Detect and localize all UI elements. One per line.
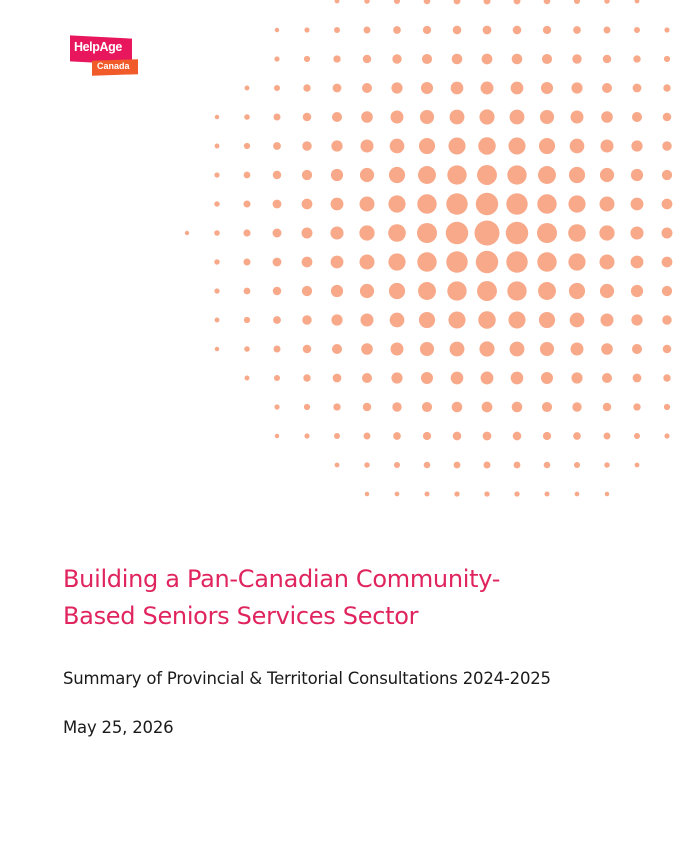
pattern-dot bbox=[273, 258, 282, 267]
pattern-dot bbox=[214, 230, 220, 236]
pattern-dot bbox=[243, 200, 250, 207]
pattern-dot bbox=[448, 311, 465, 328]
pattern-dot bbox=[361, 343, 373, 355]
pattern-dot bbox=[244, 143, 250, 149]
pattern-dot bbox=[510, 342, 525, 357]
pattern-dot bbox=[543, 26, 551, 34]
pattern-dot bbox=[479, 109, 494, 124]
pattern-dot bbox=[273, 142, 281, 150]
pattern-dot bbox=[513, 432, 522, 441]
pattern-dot bbox=[662, 315, 672, 325]
pattern-dot bbox=[450, 342, 465, 357]
pattern-dot bbox=[360, 168, 374, 182]
pattern-dot bbox=[303, 345, 312, 354]
pattern-dot bbox=[215, 144, 220, 149]
pattern-dot bbox=[302, 199, 313, 210]
pattern-dot bbox=[273, 287, 281, 295]
pattern-dot bbox=[214, 288, 219, 293]
pattern-dot bbox=[601, 343, 613, 355]
pattern-dot bbox=[510, 110, 525, 125]
pattern-dot bbox=[331, 256, 344, 269]
pattern-dot bbox=[274, 85, 280, 91]
pattern-dot bbox=[539, 312, 555, 328]
pattern-dot bbox=[541, 372, 553, 384]
pattern-dot bbox=[662, 257, 673, 268]
pattern-dot bbox=[394, 462, 400, 468]
pattern-dot bbox=[448, 137, 465, 154]
pattern-dot bbox=[360, 284, 374, 298]
title-line-1: Building a Pan-Canadian Community- bbox=[63, 565, 501, 593]
pattern-dot bbox=[537, 194, 556, 213]
pattern-dot bbox=[302, 170, 312, 180]
pattern-dot bbox=[446, 222, 468, 244]
pattern-dot bbox=[362, 83, 372, 93]
pattern-dot bbox=[604, 462, 609, 467]
pattern-dot bbox=[540, 110, 554, 124]
pattern-dot bbox=[631, 169, 643, 181]
pattern-dot bbox=[330, 226, 343, 239]
pattern-dot bbox=[334, 433, 340, 439]
logo-bottom-block bbox=[92, 59, 138, 76]
pattern-dot bbox=[361, 140, 374, 153]
title-line-2: Based Seniors Services Sector bbox=[63, 602, 419, 630]
pattern-dot bbox=[244, 288, 251, 295]
pattern-dot bbox=[389, 167, 405, 183]
pattern-dot bbox=[390, 139, 405, 154]
pattern-dot bbox=[601, 314, 614, 327]
pattern-dot bbox=[389, 283, 405, 299]
pattern-dot bbox=[214, 259, 219, 264]
pattern-dot bbox=[663, 345, 672, 354]
pattern-dot bbox=[604, 433, 611, 440]
pattern-dot bbox=[332, 344, 342, 354]
pattern-dot bbox=[244, 114, 250, 120]
pattern-dot bbox=[391, 82, 402, 93]
pattern-dot bbox=[333, 84, 342, 93]
pattern-dot bbox=[331, 314, 342, 325]
logo-text-helpage: HelpAge bbox=[74, 39, 122, 54]
pattern-dot bbox=[484, 0, 491, 4]
pattern-dot bbox=[538, 166, 556, 184]
pattern-dot bbox=[508, 311, 525, 328]
pattern-dot bbox=[568, 224, 586, 242]
pattern-dot bbox=[544, 0, 551, 4]
pattern-dot bbox=[245, 376, 250, 381]
pattern-dot bbox=[512, 402, 523, 413]
pattern-dot bbox=[574, 0, 580, 4]
pattern-dot bbox=[600, 168, 614, 182]
pattern-dot bbox=[420, 110, 434, 124]
pattern-dot bbox=[215, 318, 220, 323]
pattern-dot bbox=[662, 228, 673, 239]
pattern-dot bbox=[362, 373, 372, 383]
pattern-dot bbox=[331, 285, 343, 297]
pattern-dot bbox=[273, 316, 281, 324]
pattern-dot bbox=[419, 138, 435, 154]
pattern-dot bbox=[392, 54, 401, 63]
pattern-dot bbox=[664, 27, 669, 32]
pattern-dot bbox=[452, 54, 463, 65]
pattern-dot bbox=[392, 402, 401, 411]
pattern-dot bbox=[631, 285, 643, 297]
pattern-dot bbox=[604, 27, 611, 34]
pattern-dot bbox=[514, 491, 519, 496]
document-title bbox=[63, 561, 583, 635]
pattern-dot bbox=[633, 84, 642, 93]
pattern-dot bbox=[418, 282, 436, 300]
pattern-dot bbox=[388, 195, 405, 212]
pattern-dot bbox=[632, 344, 642, 354]
pattern-dot bbox=[446, 193, 467, 214]
pattern-dot bbox=[214, 172, 219, 177]
pattern-dot bbox=[424, 491, 429, 496]
pattern-dot bbox=[333, 374, 342, 383]
pattern-dot bbox=[663, 374, 670, 381]
pattern-dot bbox=[664, 433, 669, 438]
pattern-dot bbox=[335, 463, 340, 468]
pattern-dot bbox=[417, 252, 436, 271]
pattern-dot bbox=[451, 372, 464, 385]
pattern-dot bbox=[484, 491, 489, 496]
pattern-dot bbox=[634, 433, 640, 439]
pattern-dot bbox=[601, 140, 614, 153]
pattern-dot bbox=[333, 55, 340, 62]
pattern-dot bbox=[542, 402, 552, 412]
pattern-dot bbox=[394, 0, 400, 4]
document-date: May 25, 2026 bbox=[63, 718, 174, 737]
pattern-dot bbox=[605, 492, 609, 496]
pattern-dot bbox=[571, 372, 582, 383]
pattern-dot bbox=[274, 346, 281, 353]
pattern-dot bbox=[571, 82, 582, 93]
pattern-dot bbox=[484, 462, 491, 469]
pattern-dot bbox=[600, 197, 615, 212]
pattern-dot bbox=[475, 221, 500, 246]
pattern-dot bbox=[454, 462, 461, 469]
pattern-dot bbox=[631, 314, 642, 325]
pattern-dot bbox=[630, 226, 643, 239]
pattern-dot bbox=[243, 229, 250, 236]
pattern-dot bbox=[417, 194, 436, 213]
pattern-dot bbox=[302, 228, 313, 239]
pattern-dot bbox=[631, 198, 644, 211]
pattern-dot bbox=[662, 199, 673, 210]
pattern-dot bbox=[244, 317, 250, 323]
pattern-dot bbox=[601, 111, 613, 123]
pattern-dot bbox=[364, 0, 369, 4]
pattern-dot bbox=[513, 26, 522, 35]
pattern-dot bbox=[454, 491, 459, 496]
pattern-dot bbox=[570, 139, 585, 154]
pattern-dot bbox=[477, 281, 497, 301]
pattern-dot bbox=[506, 222, 528, 244]
pattern-dot bbox=[600, 284, 614, 298]
pattern-dot bbox=[418, 166, 436, 184]
pattern-dot bbox=[363, 55, 371, 63]
pattern-dot bbox=[573, 432, 581, 440]
pattern-dot bbox=[483, 26, 492, 35]
pattern-dot bbox=[537, 252, 556, 271]
pattern-dot bbox=[360, 197, 375, 212]
pattern-dot bbox=[453, 26, 462, 35]
pattern-dot bbox=[303, 84, 310, 91]
pattern-dot bbox=[331, 198, 344, 211]
pattern-dot bbox=[633, 403, 640, 410]
pattern-dot bbox=[507, 281, 526, 300]
pattern-dot bbox=[274, 114, 281, 121]
pattern-dot bbox=[395, 492, 400, 497]
pattern-dot bbox=[483, 432, 492, 441]
pattern-dot bbox=[632, 112, 642, 122]
pattern-dot bbox=[335, 0, 340, 3]
pattern-dot bbox=[635, 463, 640, 468]
pattern-dot bbox=[635, 0, 640, 3]
pattern-dot bbox=[391, 111, 404, 124]
pattern-dot bbox=[569, 167, 585, 183]
pattern-dot bbox=[333, 403, 340, 410]
pattern-dot bbox=[539, 138, 555, 154]
pattern-dot bbox=[664, 56, 670, 62]
pattern-dot bbox=[302, 141, 312, 151]
pattern-dot bbox=[544, 462, 551, 469]
pattern-dot bbox=[302, 257, 313, 268]
pattern-dot bbox=[304, 27, 309, 32]
pattern-dot bbox=[274, 375, 280, 381]
pattern-dot bbox=[361, 111, 373, 123]
pattern-dot bbox=[302, 286, 312, 296]
pattern-dot bbox=[476, 251, 498, 273]
pattern-dot bbox=[663, 113, 672, 122]
helpage-canada-logo bbox=[70, 37, 140, 77]
pattern-dot bbox=[334, 27, 340, 33]
pattern-dot bbox=[363, 403, 371, 411]
pattern-dot bbox=[512, 54, 523, 65]
pattern-dot bbox=[541, 82, 553, 94]
pattern-dot bbox=[633, 55, 640, 62]
pattern-dot bbox=[185, 231, 189, 235]
pattern-dot bbox=[420, 342, 434, 356]
pattern-dot bbox=[273, 171, 281, 179]
pattern-dot bbox=[602, 373, 612, 383]
pattern-dot bbox=[633, 374, 642, 383]
pattern-dot bbox=[388, 253, 405, 270]
pattern-dot bbox=[631, 256, 644, 269]
pattern-dot bbox=[361, 314, 374, 327]
pattern-dot bbox=[572, 402, 581, 411]
pattern-dot bbox=[393, 26, 401, 34]
pattern-dot bbox=[538, 282, 556, 300]
pattern-dot bbox=[482, 402, 493, 413]
pattern-dot bbox=[479, 341, 494, 356]
pattern-dot bbox=[569, 283, 585, 299]
pattern-dot bbox=[388, 224, 406, 242]
pattern-dot bbox=[478, 137, 495, 154]
pattern-dot bbox=[331, 169, 343, 181]
pattern-dot bbox=[603, 55, 611, 63]
pattern-dot bbox=[662, 286, 672, 296]
pattern-dot bbox=[600, 255, 615, 270]
pattern-dot bbox=[478, 311, 495, 328]
pattern-dot bbox=[543, 432, 551, 440]
pattern-dot bbox=[359, 225, 374, 240]
pattern-dot bbox=[391, 343, 404, 356]
pattern-dot bbox=[302, 315, 312, 325]
pattern-dot bbox=[421, 372, 433, 384]
pattern-dot bbox=[303, 374, 310, 381]
pattern-dot bbox=[273, 200, 282, 209]
pattern-dot bbox=[575, 492, 580, 497]
pattern-dot bbox=[393, 432, 401, 440]
pattern-dot bbox=[391, 372, 402, 383]
pattern-dot bbox=[215, 115, 219, 119]
pattern-dot bbox=[481, 372, 494, 385]
pattern-dot bbox=[244, 346, 250, 352]
pattern-dot bbox=[511, 82, 524, 95]
pattern-dot bbox=[365, 492, 369, 496]
pattern-dot bbox=[446, 251, 467, 272]
pattern-dot bbox=[447, 165, 466, 184]
pattern-dot bbox=[423, 432, 431, 440]
pattern-dot bbox=[447, 281, 466, 300]
pattern-dot bbox=[511, 372, 524, 385]
pattern-dot bbox=[568, 253, 585, 270]
pattern-dot bbox=[599, 225, 614, 240]
pattern-dot bbox=[424, 0, 431, 4]
pattern-dot bbox=[419, 312, 435, 328]
pattern-dot bbox=[507, 165, 526, 184]
pattern-dot bbox=[570, 313, 585, 328]
pattern-dot bbox=[514, 0, 521, 4]
pattern-dot bbox=[304, 433, 309, 438]
pattern-dot bbox=[422, 54, 432, 64]
pattern-dot bbox=[423, 26, 431, 34]
pattern-dot bbox=[364, 27, 371, 34]
pattern-dot bbox=[537, 223, 557, 243]
pattern-dot bbox=[453, 432, 462, 441]
pattern-dot bbox=[275, 28, 279, 32]
pattern-dot bbox=[451, 82, 464, 95]
logo-text-canada: Canada bbox=[97, 61, 130, 72]
pattern-dot bbox=[421, 82, 433, 94]
pattern-dot bbox=[506, 193, 527, 214]
pattern-dot bbox=[574, 462, 580, 468]
document-subtitle: Summary of Provincial & Territorial Consultations 2024-2025 bbox=[63, 669, 551, 688]
pattern-dot bbox=[662, 141, 672, 151]
pattern-dot bbox=[508, 137, 525, 154]
pattern-dot bbox=[215, 347, 219, 351]
pattern-dot bbox=[506, 251, 527, 272]
pattern-dot bbox=[364, 462, 369, 467]
pattern-dot bbox=[482, 54, 493, 65]
pattern-dot bbox=[572, 54, 581, 63]
pattern-dot bbox=[452, 402, 463, 413]
pattern-dot bbox=[603, 403, 611, 411]
pattern-dot bbox=[602, 83, 612, 93]
pattern-dot bbox=[544, 491, 549, 496]
pattern-dot bbox=[664, 404, 670, 410]
pattern-dot bbox=[304, 404, 310, 410]
pattern-dot bbox=[244, 172, 251, 179]
pattern-dot bbox=[332, 112, 342, 122]
pattern-dot bbox=[476, 193, 498, 215]
pattern-dot bbox=[331, 140, 342, 151]
pattern-dot bbox=[273, 229, 282, 238]
pattern-dot bbox=[571, 343, 584, 356]
pattern-dot bbox=[422, 402, 432, 412]
pattern-dot bbox=[303, 113, 312, 122]
pattern-dot bbox=[573, 26, 581, 34]
pattern-dot bbox=[243, 258, 250, 265]
pattern-dot bbox=[514, 462, 521, 469]
pattern-dot bbox=[540, 342, 554, 356]
pattern-dot bbox=[275, 434, 279, 438]
pattern-dot bbox=[662, 170, 672, 180]
pattern-dot bbox=[304, 56, 310, 62]
pattern-dot bbox=[631, 140, 642, 151]
pattern-dot bbox=[214, 201, 219, 206]
pattern-dot bbox=[274, 404, 279, 409]
pattern-dot bbox=[360, 255, 375, 270]
pattern-dot bbox=[245, 86, 250, 91]
pattern-dot bbox=[477, 165, 497, 185]
pattern-dot bbox=[604, 0, 609, 4]
pattern-dot bbox=[274, 56, 279, 61]
pattern-dot bbox=[454, 0, 461, 4]
pattern-dot bbox=[450, 110, 465, 125]
pattern-dot bbox=[663, 84, 670, 91]
pattern-dot bbox=[568, 195, 585, 212]
pattern-dot bbox=[481, 82, 494, 95]
pattern-dot bbox=[542, 54, 552, 64]
pattern-dot bbox=[571, 111, 584, 124]
pattern-dot bbox=[634, 27, 640, 33]
pattern-dot bbox=[390, 313, 405, 328]
pattern-dot bbox=[364, 433, 371, 440]
pattern-dot bbox=[424, 462, 431, 469]
pattern-dot bbox=[417, 223, 437, 243]
